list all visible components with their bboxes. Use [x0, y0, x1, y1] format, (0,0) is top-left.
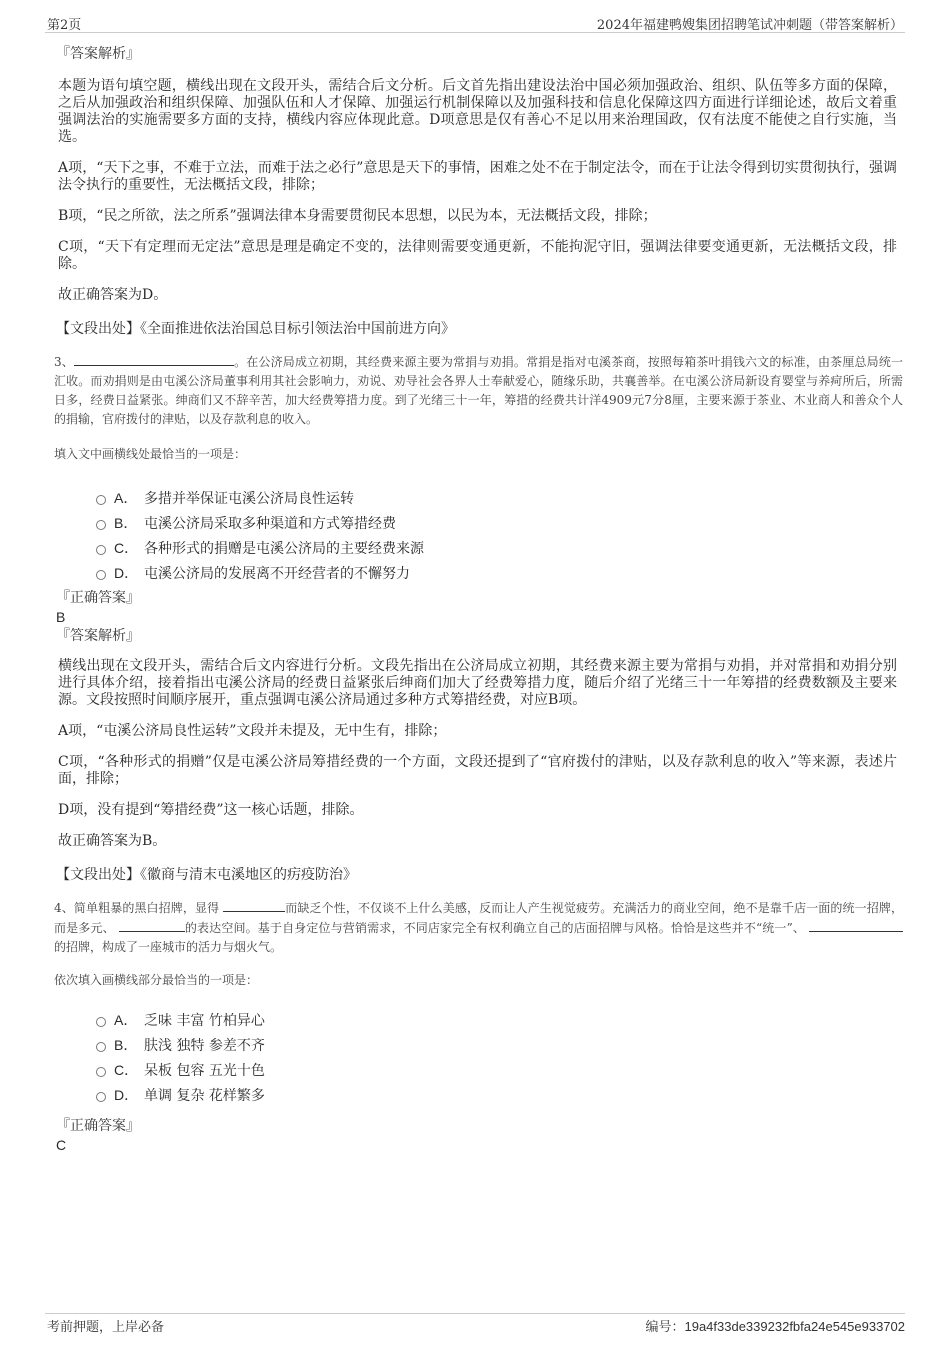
document-code-value: 19a4f33de339232fbfa24e545e933702	[684, 1319, 905, 1334]
option-letter: A．	[114, 1012, 138, 1028]
option-d[interactable]	[96, 1083, 905, 1108]
option-text: 各种形式的捐赠是屯溪公济局的主要经费来源	[144, 541, 424, 557]
document-title: 2024年福建鸭嫂集团招聘笔试冲刺题（带答案解析）	[596, 18, 903, 33]
option-text: 屯溪公济局的发展离不开经营者的不懈努力	[144, 566, 410, 582]
answer-blank-1	[223, 898, 285, 912]
question-passage-part: 的表达空间。基于自身定位与营销需求，不同店家完全有权利确立自己的店面招牌与风格。恰恰是这些并不“统一”、	[184, 921, 805, 935]
question-3-options	[96, 486, 905, 586]
question-passage-part: 的招牌，构成了一座城市的活力与烟火气。	[54, 940, 283, 954]
analysis-label: 『答案解析』	[56, 46, 140, 62]
option-a[interactable]	[96, 486, 905, 511]
radio-button[interactable]	[96, 495, 106, 505]
page-header	[45, 14, 905, 33]
radio-button[interactable]	[96, 1017, 106, 1027]
page-number: 第2页	[47, 18, 82, 33]
option-letter: C．	[114, 540, 139, 556]
analysis-conclusion: 故正确答案为D。	[58, 287, 168, 303]
option-letter: B．	[114, 515, 138, 531]
option-text: 呆板 包容 五光十色	[144, 1063, 265, 1079]
analysis-label: 『答案解析』	[56, 628, 140, 644]
question-prompt: 填入文中画横线处最恰当的一项是：	[54, 447, 247, 461]
question-passage-part: 简单粗暴的黑白招牌，显得	[73, 901, 220, 915]
radio-button[interactable]	[96, 1042, 106, 1052]
answer-blank	[74, 352, 234, 366]
question-passage-part: 而缺乏个性，不仅谈不上什么美感，反而让人产生视觉疲劳。充满活力的商业空间，绝不是靠千店一面的统一招牌，而是多元、	[54, 901, 903, 935]
radio-button[interactable]	[96, 1092, 106, 1102]
option-letter: D．	[114, 1087, 139, 1103]
option-a[interactable]	[96, 1008, 905, 1033]
answer-blank-2	[119, 918, 185, 932]
option-text: 单调 复杂 花样繁多	[144, 1088, 265, 1104]
question-passage: 。在公济局成立初期，其经费来源主要为常捐与劝捐。常捐是指对屯溪茶商，按照每箱茶叶捐钱六文的标准，由茶厘总局统一汇收。而劝捐则是由屯溪公济局董事利用其社会影响力，劝说、劝导社会各界人士奉献爱心，随缘乐助，共襄善举。在屯溪公济局新设育婴堂与养疴所后，所需日多，经费日益紧张。绅商们又不辞辛苦，加大经费筹措力度。到了光绪三十一年，筹措的经费共计洋4909元7分8厘，主要来源于茶业、木业商人和善众个人的捐输，官府拨付的津贴，以及存款利息的收入。	[54, 355, 903, 426]
option-text: 肤浅 独特 参差不齐	[144, 1038, 265, 1054]
question-number: 3、	[54, 355, 74, 369]
option-text: 乏味 丰富 竹柏异心	[144, 1013, 265, 1029]
option-b[interactable]	[96, 1033, 905, 1058]
document-code-label: 编号：	[645, 1320, 685, 1335]
question-4-options	[96, 1008, 905, 1108]
radio-button[interactable]	[96, 545, 106, 555]
option-letter: B．	[114, 1037, 138, 1053]
option-b[interactable]	[96, 511, 905, 536]
option-c[interactable]	[96, 536, 905, 561]
question-prompt: 依次填入画横线部分最恰当的一项是：	[54, 973, 259, 987]
option-letter: A．	[114, 490, 138, 506]
question-4-text	[54, 898, 905, 957]
analysis-paragraph: D项，没有提到“筹措经费”这一核心话题，排除。	[58, 802, 364, 818]
correct-answer-label: 『正确答案』	[56, 590, 140, 606]
option-text: 屯溪公济局采取多种渠道和方式筹措经费	[144, 516, 396, 532]
radio-button[interactable]	[96, 520, 106, 530]
option-text: 多措并举保证屯溪公济局良性运转	[144, 491, 354, 507]
answer-blank-3	[809, 918, 903, 932]
analysis-paragraph: 本题为语句填空题，横线出现在文段开头，需结合后文分析。后文首先指出建设法治中国必须加强政治、组织、队伍等多方面的保障，之后从加强政治和组织保障、加强队伍和人才保障、加强运行机制保障以及加强科技和信息化保障这四方面进行详细论述，故后文着重强调法治的实施需要多方面的支持，横线内容应体现此意。D项意思是仅有善心不足以用来治理国政，仅有法度不能使之自行实施，当选。	[58, 78, 897, 145]
radio-button[interactable]	[96, 1067, 106, 1077]
passage-source: 【文段出处】《徽商与清末屯溪地区的疠疫防治》	[56, 867, 357, 883]
analysis-paragraph: 横线出现在文段开头，需结合后文内容进行分析。文段先指出在公济局成立初期，其经费来源主要为常捐与劝捐，并对常捐和劝捐分别进行具体介绍，接着指出屯溪公济局的经费日益紧张后绅商们加大了经费筹措力度，随后介绍了光绪三十一年筹措的经费数额及主要来源。文段按照时间顺序展开，重点强调屯溪公济局通过多种方式筹措经费，对应B项。	[58, 658, 897, 708]
correct-answer: B	[56, 609, 66, 625]
footer-slogan: 考前押题，上岸必备	[47, 1320, 165, 1335]
analysis-paragraph: C项，“天下有定理而无定法”意思是理是确定不变的，法律则需要变通更新，不能拘泥守旧，强调法律要变通更新，无法概括文段，排除。	[58, 239, 897, 272]
question-number: 4、	[54, 901, 74, 915]
option-d[interactable]	[96, 561, 905, 586]
page-content	[56, 44, 905, 1154]
analysis-conclusion: 故正确答案为B。	[58, 833, 167, 849]
correct-answer: C	[56, 1137, 67, 1153]
document-code	[645, 1316, 905, 1335]
question-3-text	[54, 352, 905, 429]
option-letter: C．	[114, 1062, 139, 1078]
option-c[interactable]	[96, 1058, 905, 1083]
analysis-paragraph: C项，“各种形式的捐赠”仅是屯溪公济局筹措经费的一个方面，文段还提到了“官府拨付的津贴，以及存款利息的收入”等来源，表述片面，排除；	[58, 754, 897, 787]
page-footer	[45, 1313, 905, 1335]
analysis-paragraph: A项，“天下之事，不难于立法，而难于法之必行”意思是天下的事情，困难之处不在于制定法令，而在于让法令得到切实贯彻执行，强调法令执行的重要性，无法概括文段，排除；	[58, 160, 897, 193]
passage-source: 【文段出处】《全面推进依法治国总目标引领法治中国前进方向》	[56, 321, 455, 337]
radio-button[interactable]	[96, 570, 106, 580]
analysis-paragraph: A项，“屯溪公济局良性运转”文段并未提及，无中生有，排除；	[58, 723, 447, 739]
option-letter: D．	[114, 565, 139, 581]
correct-answer-label: 『正确答案』	[56, 1118, 140, 1134]
analysis-paragraph: B项，“民之所欲，法之所系”强调法律本身需要贯彻民本思想，以民为本，无法概括文段，排除；	[58, 208, 657, 224]
